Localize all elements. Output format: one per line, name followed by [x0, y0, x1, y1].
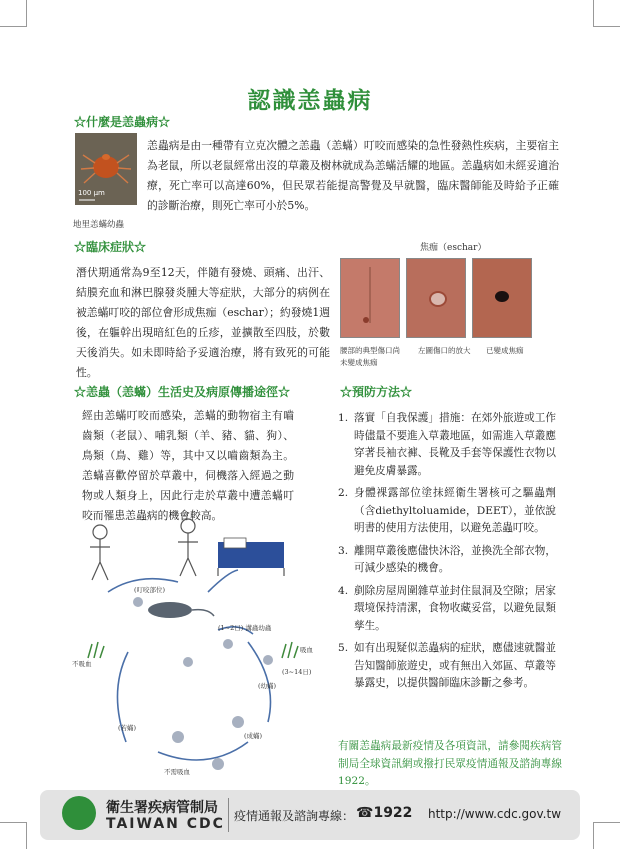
- eschar-photos: [340, 258, 530, 338]
- phone-icon: ☎: [356, 805, 374, 821]
- cdc-logo-icon: [62, 796, 96, 830]
- diagram-label-no-blood-2: 不需吸血: [164, 768, 190, 776]
- diagram-label-juvenile: (幼蟎): [258, 682, 277, 690]
- eschar-photo-scab: [472, 258, 532, 338]
- scale-label: 100 µm: [78, 189, 105, 197]
- prevention-list: [338, 410, 556, 698]
- footer-bar: [40, 790, 580, 840]
- symptoms-heading: ☆臨床症狀☆: [74, 240, 147, 254]
- eschar-caption-2: 左圖傷口的放大: [418, 346, 471, 355]
- eschar-caption-1: 腰部的典型傷口尚未變成焦痂: [340, 346, 400, 367]
- prevention-item: 5. 如有出現疑似恙蟲病的症狀，應儘速就醫並告知醫師旅遊史，或有無出入郊區、草叢等暴露史，以提供醫師臨床診斷之參考。: [338, 642, 556, 689]
- diagram-label-blood: 吸血: [300, 646, 313, 654]
- footer-divider: [228, 798, 229, 832]
- lifecycle-body: 經由恙蟎叮咬而感染，恙蟎的動物宿主有嚙齒類（老鼠）、哺乳類（羊、豬、貓、狗）、鳥類（鳥、雞）等，其中又以嚙齒類為主。恙蟎喜歡停留於草叢中，伺機落入經過之動物或人類身上，因此行走於草叢中遭恙蟎叮咬而罹患恙蟲病的機會較高。: [82, 409, 294, 522]
- diagram-label-adult: (成蟎): [244, 732, 263, 740]
- rodent-icon: [148, 602, 214, 618]
- footer-agency-name: 衛生署疾病管制局: [106, 800, 218, 816]
- what-is-body: 恙蟲病是由一種帶有立克次體之恙蟲（恙蟎）叮咬而感染的急性發熱性疾病，主要宿主為老鼠，所以老鼠經常出沒的草叢及樹林就成為恙蟎活耀的地區。恙蟲病如未經妥適治療，死亡率可以高達60%，但民眾若能提高警覺及早就醫，臨床醫師能及時給予正確的診斷治療，則死亡率可小於5%。: [147, 139, 559, 212]
- eschar-caption-3: 已變成焦痂: [486, 346, 524, 355]
- mite-photo: [75, 133, 137, 205]
- diagram-label-days: (3~14日): [282, 668, 312, 676]
- mite-stage-icon: [133, 597, 273, 770]
- diagram-label-bite-site: (叮咬部位): [134, 586, 166, 594]
- contact-note: 有關恙蟲病最新疫情及各項資訊，請參閱疾病管制局全球資訊網或撥打民眾疫情通報及諮詢專線1922。: [338, 740, 562, 787]
- prevention-item: 3. 離開草叢後應儘快沐浴，並換洗全部衣物，可減少感染的機會。: [338, 544, 556, 574]
- diagram-label-nymph: (若蟎): [118, 724, 137, 732]
- prevention-item: 1. 落實「自我保護」措施：在郊外旅遊或工作時儘量不要進入草叢地區，如需進入草叢應穿著長袖衣褲、長靴及手套等保護性衣物以避免皮膚暴露。: [338, 412, 556, 477]
- mite-photo-caption: 地里恙蟎幼蟲: [73, 220, 125, 230]
- eschar-photo-waist: [340, 258, 400, 338]
- prevention-heading: ☆預防方法☆: [340, 385, 413, 399]
- symptoms-body: 潛伏期通常為9至12天，伴隨有發燒、頭痛、出汗、結膜充血和淋巴腺發炎腫大等症狀，大部分的病例在被恙蟎叮咬的部位會形成焦痂（eschar）；約發燒1週後，在軀幹出現暗紅色的丘疹，並擴散至四肢，於數天後消失。如未即時給予妥適治療，將有致死的可能性。: [76, 266, 330, 379]
- lifecycle-heading: ☆恙蟲（恙蟎）生活史及病原傳播途徑☆: [74, 385, 291, 399]
- crop-mark-top-right: [593, 0, 620, 27]
- what-is-heading: ☆什麼是恙蟲病☆: [74, 115, 171, 129]
- person-icon: [90, 525, 110, 580]
- bed-icon: [218, 538, 284, 576]
- page-title: 認識恙蟲病: [247, 87, 373, 114]
- crop-mark-top-left: [0, 0, 27, 27]
- prevention-item: 2. 身體裸露部位塗抹經衛生署核可之驅蟲劑（含diethyltoluamide，DEET），並依說明書的使用方法使用，以避免恙蟲叮咬。: [338, 487, 556, 534]
- prevention-item: 4. 剷除房屋周圍雜草並封住鼠洞及空隙；居家環境保持清潔，食物收藏妥當，以避免鼠類孳生。: [338, 584, 556, 632]
- footer-website-link[interactable]: http://www.cdc.gov.tw: [428, 807, 562, 821]
- eschar-title: 焦痂（eschar）: [420, 243, 487, 253]
- crop-mark-bottom-left: [0, 822, 27, 849]
- eschar-photo-closeup: [406, 258, 466, 338]
- lifecycle-diagram: [68, 512, 328, 782]
- crop-mark-bottom-right: [593, 822, 620, 849]
- footer-agency-english: TAIWAN CDC: [106, 816, 225, 832]
- footer-hotline-label: 疫情通報及諮詢專線：: [234, 809, 355, 823]
- footer-hotline-number: ☎1922: [356, 805, 413, 821]
- diagram-label-no-blood: 不吸血: [72, 660, 92, 668]
- diagram-label-larva: (1~2日) 溝蟲幼蟲: [218, 624, 272, 632]
